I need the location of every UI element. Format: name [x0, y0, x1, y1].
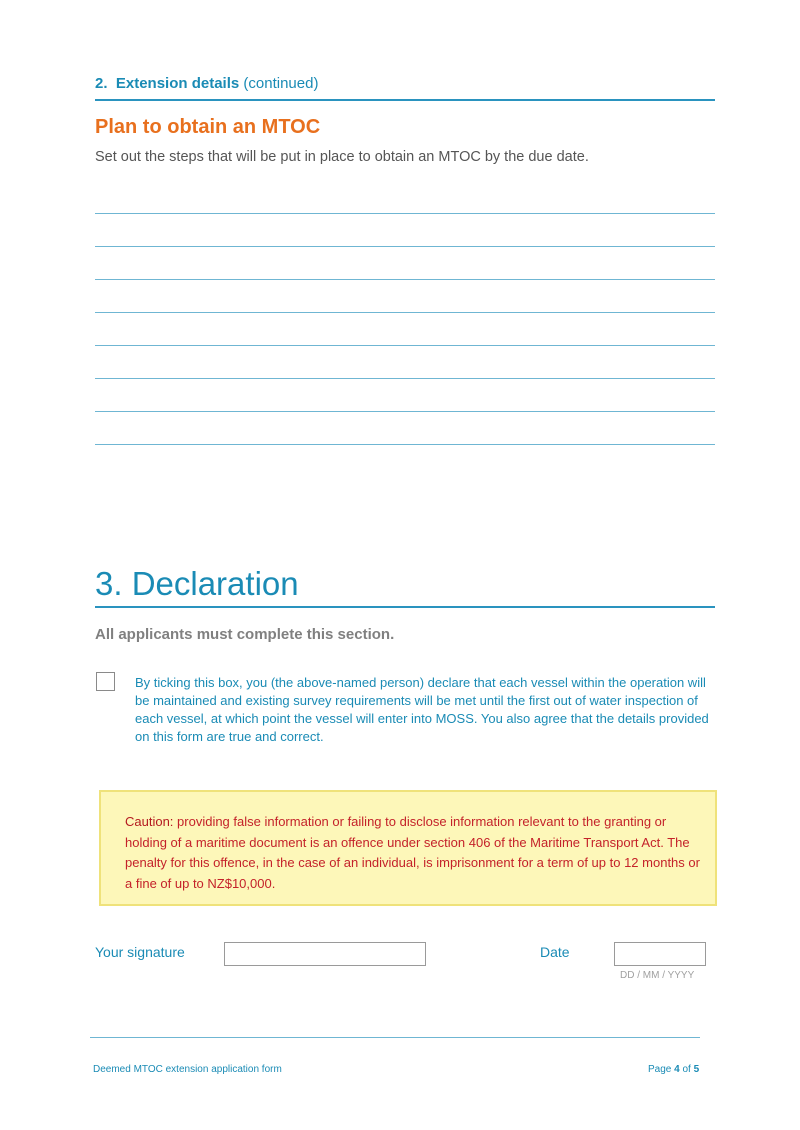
signature-field[interactable]	[224, 942, 426, 966]
declaration-checkbox[interactable]	[96, 672, 115, 691]
signature-label: Your signature	[95, 944, 185, 960]
section-number: 2.	[95, 75, 108, 92]
section-divider	[95, 99, 715, 101]
caution-text-block	[125, 812, 700, 894]
declaration-title: 3. Declaration	[95, 565, 299, 602]
plan-answer-line[interactable]	[95, 411, 715, 412]
declaration-statement: By ticking this box, you (the above-named person) declare that each vessel within the operation will be maintained and existing survey requirements will be met until the first out of water inspection of each vessel, at which point the vessel will enter into MOSS. You also agree that the details provided on this form are true and correct.	[135, 675, 709, 744]
section-header	[95, 75, 318, 92]
section-title: Extension details	[115, 75, 240, 92]
caution-body: providing false information or failing to disclose information relevant to the granting or holding of a maritime document is an offence under section 406 of the Maritime Transport Act. The penalty for this offence, in the case of an individual, is imprisonment for a term of up to 12 months or a fine of up to NZ$10,000.	[125, 814, 700, 891]
caution-label: Caution:	[125, 814, 174, 829]
footer-divider	[90, 1037, 700, 1038]
page-current: 4	[674, 1064, 680, 1075]
page-total: 5	[693, 1064, 700, 1075]
section-suffix: (continued)	[243, 75, 319, 92]
declaration-subtitle: All applicants must complete this section.	[95, 626, 395, 643]
page-of: of	[679, 1064, 694, 1075]
plan-answer-line[interactable]	[95, 444, 715, 445]
plan-answer-line[interactable]	[95, 345, 715, 346]
caution-box	[99, 790, 717, 906]
page-word: Page	[648, 1064, 675, 1075]
footer-page-number	[648, 1064, 699, 1075]
plan-answer-line[interactable]	[95, 312, 715, 313]
plan-answer-line[interactable]	[95, 213, 715, 214]
plan-title: Plan to obtain an MTOC	[95, 116, 321, 138]
declaration-divider	[95, 606, 715, 608]
date-field[interactable]	[614, 942, 706, 966]
plan-answer-line[interactable]	[95, 279, 715, 280]
plan-answer-line[interactable]	[95, 246, 715, 247]
plan-description: Set out the steps that will be put in place to obtain an MTOC by the due date.	[95, 149, 589, 165]
plan-answer-line[interactable]	[95, 378, 715, 379]
footer-form-name: Deemed MTOC extension application form	[93, 1064, 282, 1075]
date-label: Date	[540, 944, 570, 960]
date-format-hint: DD / MM / YYYY	[620, 970, 695, 981]
